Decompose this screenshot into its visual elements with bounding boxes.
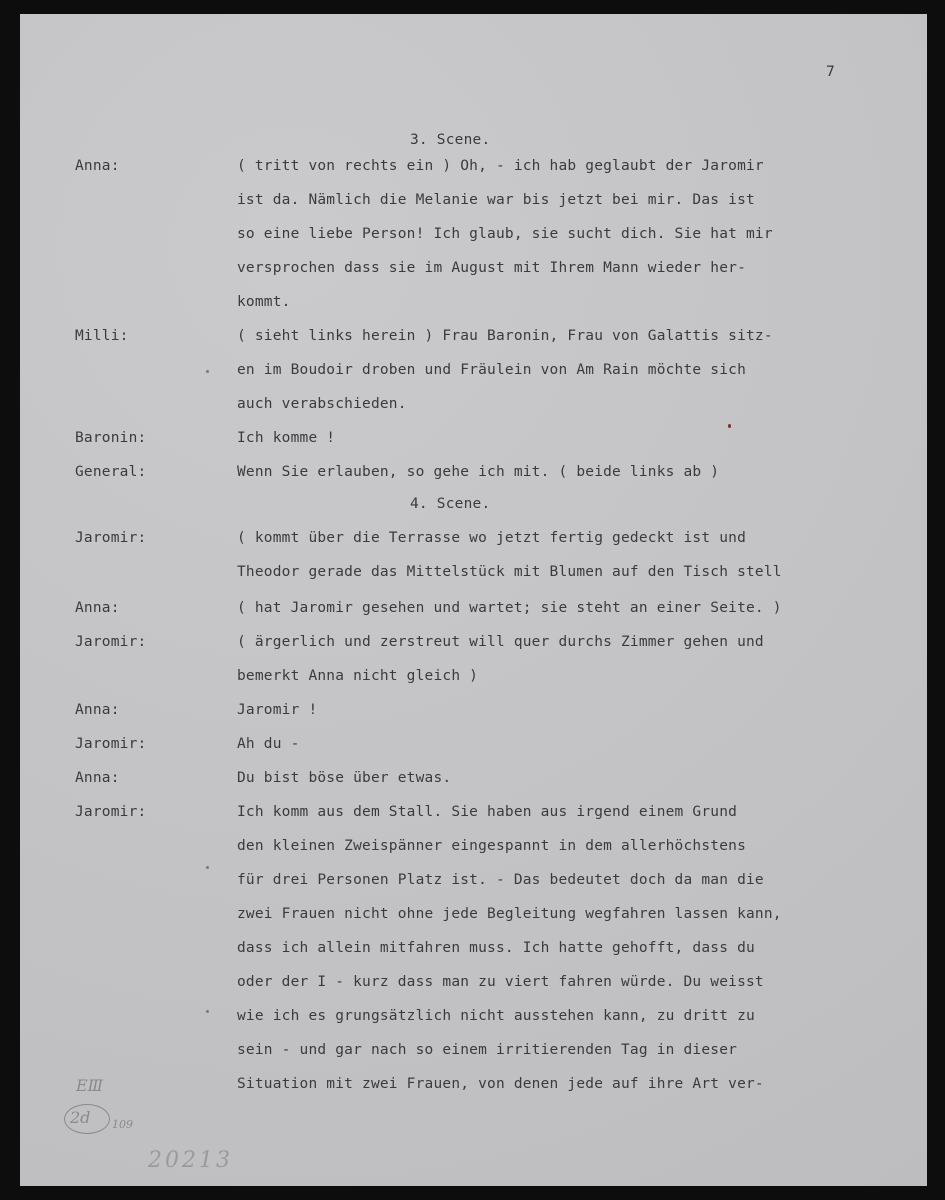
dialogue-line: für drei Personen Platz ist. - Das bedeutet doch da man die [237,872,764,888]
manuscript-page [20,14,927,1186]
dialogue-line: zwei Frauen nicht ohne jede Begleitung wegfahren lassen kann, [237,906,782,922]
pencil-folio-number: 2d [70,1108,91,1127]
dialogue-line: Ah du - [237,736,300,752]
paper-speck [206,370,209,373]
dialogue-line: ( tritt von rechts ein ) Oh, - ich hab geglaubt der Jaromir [237,158,764,174]
ink-speck [728,424,731,428]
pencil-archive-number: 20213 [148,1148,233,1173]
dialogue-line: bemerkt Anna nicht gleich ) [237,668,479,684]
dialogue-line: oder der I - kurz dass man zu viert fahren würde. Du weisst [237,974,764,990]
dialogue-line: ( ärgerlich und zerstreut will quer durchs Zimmer gehen und [237,634,764,650]
dialogue-line: ( kommt über die Terrasse wo jetzt fertig gedeckt ist und [237,530,746,546]
speaker-label: General: [75,464,147,480]
paper-speck [206,866,209,869]
scene-heading: 3. Scene. [410,132,491,148]
dialogue-line: Ich komm aus dem Stall. Sie haben aus irgend einem Grund [237,804,738,820]
speaker-label: Anna: [75,770,120,786]
paper-speck [206,1010,209,1013]
dialogue-line: ( sieht links herein ) Frau Baronin, Frau von Galattis sitz- [237,328,773,344]
dialogue-line: den kleinen Zweispänner eingespannt in dem allerhöchstens [237,838,746,854]
scene-heading: 4. Scene. [410,496,491,512]
dialogue-line: dass ich allein mitfahren muss. Ich hatte gehofft, dass du [237,940,755,956]
dialogue-line: ist da. Nämlich die Melanie war bis jetzt bei mir. Das ist [237,192,755,208]
speaker-label: Baronin: [75,430,147,446]
dialogue-line: Wenn Sie erlauben, so gehe ich mit. ( beide links ab ) [237,464,720,480]
dialogue-line: versprochen dass sie im August mit Ihrem Mann wieder her- [237,260,746,276]
dialogue-line: en im Boudoir droben und Fräulein von Am Rain möchte sich [237,362,746,378]
speaker-label: Anna: [75,600,120,616]
dialogue-line: Du bist böse über etwas. [237,770,452,786]
dialogue-line: Ich komme ! [237,430,336,446]
page-number: 7 [826,64,835,80]
dialogue-line: sein - und gar nach so einem irritierenden Tag in dieser [237,1042,738,1058]
speaker-label: Anna: [75,158,120,174]
speaker-label: Jaromir: [75,736,147,752]
pencil-folio-subnumber: 109 [112,1118,133,1131]
dialogue-line: auch verabschieden. [237,396,407,412]
speaker-label: Milli: [75,328,129,344]
dialogue-line: Situation mit zwei Frauen, von denen jede auf ihre Art ver- [237,1076,764,1092]
dialogue-line: ( hat Jaromir gesehen und wartet; sie steht an einer Seite. ) [237,600,782,616]
pencil-roman-numeral: EⅢ [76,1076,104,1095]
speaker-label: Anna: [75,702,120,718]
dialogue-line: wie ich es grungsätzlich nicht ausstehen kann, zu dritt zu [237,1008,755,1024]
speaker-label: Jaromir: [75,804,147,820]
speaker-label: Jaromir: [75,634,147,650]
dialogue-line: so eine liebe Person! Ich glaub, sie sucht dich. Sie hat mir [237,226,773,242]
dialogue-line: Theodor gerade das Mittelstück mit Blumen auf den Tisch stell [237,564,782,580]
dialogue-line: Jaromir ! [237,702,318,718]
speaker-label: Jaromir: [75,530,147,546]
dialogue-line: kommt. [237,294,291,310]
